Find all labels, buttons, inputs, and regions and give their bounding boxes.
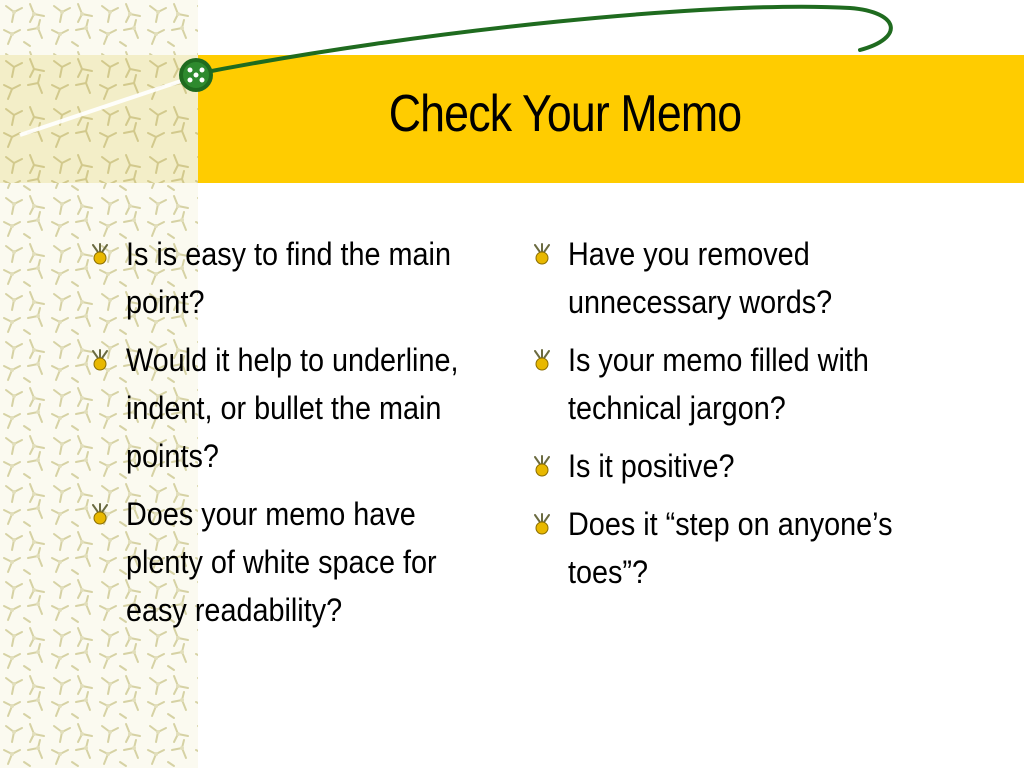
- list-item-text: Have you removed unnecessary words?: [568, 236, 833, 320]
- list-item: [530, 336, 960, 432]
- left-bullet-list: [88, 230, 488, 644]
- molecule-bullet-icon: [530, 454, 554, 478]
- molecule-bullet-icon: [530, 348, 554, 372]
- green-node-icon: [179, 58, 213, 92]
- list-item-text: Is it positive?: [568, 448, 735, 484]
- list-item: [530, 500, 960, 596]
- list-item: [88, 336, 488, 480]
- right-bullet-list: [530, 230, 960, 606]
- list-item-text: Is is easy to find the main point?: [126, 236, 451, 320]
- list-item-text: Is your memo filled with technical jargon?: [568, 342, 869, 426]
- list-item: [88, 230, 488, 326]
- molecule-bullet-icon: [530, 512, 554, 536]
- molecule-bullet-icon: [88, 242, 112, 266]
- list-item-text: Does it “step on anyone’s toes”?: [568, 506, 893, 590]
- slide-title: Check Your Memo: [388, 85, 742, 143]
- list-item: [88, 490, 488, 634]
- list-item-text: Does your memo have plenty of white space for easy readability?: [126, 496, 437, 628]
- list-item: [530, 230, 960, 326]
- list-item-text: Would it help to underline, indent, or bullet the main points?: [126, 342, 459, 474]
- molecule-bullet-icon: [530, 242, 554, 266]
- list-item: [530, 442, 960, 490]
- molecule-bullet-icon: [88, 348, 112, 372]
- molecule-bullet-icon: [88, 502, 112, 526]
